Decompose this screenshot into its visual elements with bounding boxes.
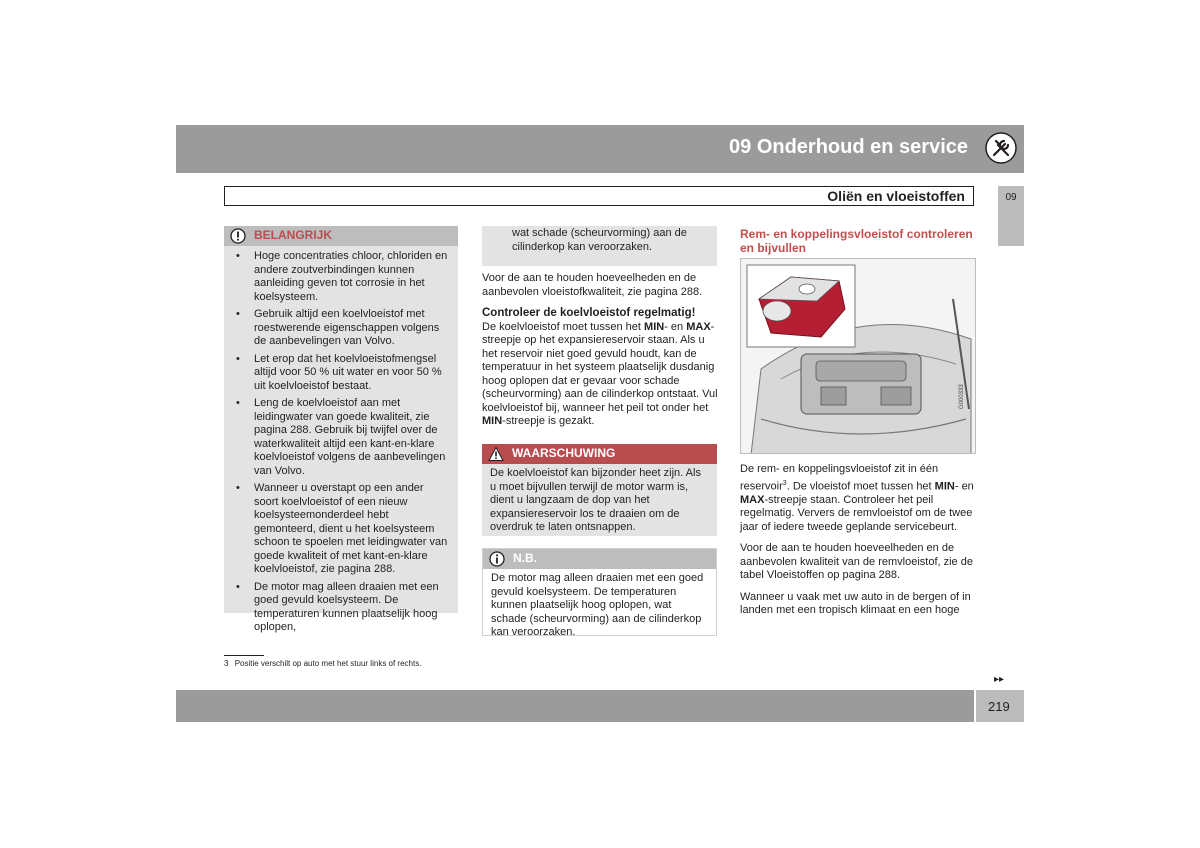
text-run: -streepje is gezakt. xyxy=(502,415,595,427)
warning-header xyxy=(482,444,717,464)
warning-triangle-icon xyxy=(488,446,504,462)
footer-bar xyxy=(176,690,974,722)
text-run: De koelvloeistof moet tussen het xyxy=(482,320,645,333)
warning-text: De koelvloeistof kan bijzonder heet zijn. Als u moet bijvullen terwijl de motor warm is, dient u langzaam de dop van het expansiereservoir los te draaien om de overdruk te laten ontsnappen. xyxy=(490,467,701,533)
mountain-climate-paragraph: Wanneer u vaak met uw auto in de bergen of in landen met een tropisch klimaat en een hoge xyxy=(740,590,971,617)
info-circle-icon xyxy=(489,551,505,567)
chapter-title: 09 Onderhoud en service xyxy=(729,136,968,158)
important-list xyxy=(224,246,458,635)
section-title: Oliën en vloeistoffen xyxy=(827,188,965,204)
chapter-tab-label: 09 xyxy=(1005,192,1017,203)
footnote-rule xyxy=(224,655,264,656)
text-run: -streepje op het expansiereservoir staan. Als u het reservoir niet goed gevuld houdt, kan de temperatuur in het systeem plaatselijk dusdanig hoog oplopen dat er gevaar voor schade (scheurvorming) aan de cilinderkop ontstaat. Vul koelvloeistof bij, wanneer het peil tot onder het xyxy=(482,320,718,414)
brake-quantity-paragraph: Voor de aan te houden hoeveelheden en de aanbevolen kwaliteit van de remvloeistof, zie de tabel Vloeistoffen op pagina 288. xyxy=(740,542,973,582)
list-item: • Hoge concentraties chloor, chloriden en andere zoutverbindingen kunnen aanleiding geven tot corrosie in het koelsysteem. xyxy=(228,250,450,304)
min-mark: MIN xyxy=(644,320,665,333)
note-box xyxy=(482,548,717,636)
continue-arrows-icon: ▸▸ xyxy=(994,674,1005,685)
brake-reservoir-paragraph xyxy=(740,463,978,534)
important-label: BELANGRIJK xyxy=(254,228,333,242)
wrench-screwdriver-icon xyxy=(984,131,1018,165)
text-run: -streepje staan. Controleer het peil regelmatig. Ververs de remvloeistof om de twee jaar of iedere tweede geplande servicebeurt. xyxy=(740,493,973,533)
continued-text: wat schade (scheurvorming) aan de cilinderkop kan veroorzaken. xyxy=(512,227,687,253)
max-mark: MAX xyxy=(740,493,765,506)
coolant-check-heading: Controleer de koelvloeistof regelmatig! xyxy=(482,307,696,319)
warning-label: WAARSCHUWING xyxy=(512,446,616,460)
coolant-level-paragraph xyxy=(482,321,718,429)
footnote-number: 3 xyxy=(224,659,229,668)
footnote-ref: 3 xyxy=(782,479,787,487)
engine-bay-illustration xyxy=(740,258,976,454)
list-item: • De motor mag alleen draaien met een goed gevuld koelsysteem. De temperaturen kunnen plaatselijk hoog oplopen, xyxy=(228,581,450,635)
list-item: • Gebruik altijd een koelvloeistof met roestwerende eigenschappen volgens de aanbevelingen van Volvo. xyxy=(228,308,450,349)
footnote xyxy=(224,659,421,668)
min-mark: MIN xyxy=(934,480,955,493)
warning-box xyxy=(482,444,717,536)
footnote-text: Positie verschilt op auto met het stuur links of rechts. xyxy=(234,659,422,668)
min-mark: MIN xyxy=(482,415,503,427)
note-header xyxy=(483,549,716,569)
chapter-side-tab xyxy=(998,186,1024,246)
section-title-bar xyxy=(224,186,974,206)
note-label: N.B. xyxy=(513,551,537,565)
brake-fluid-title-block xyxy=(740,227,976,255)
brake-fluid-heading: Rem- en koppelingsvloeistof controleren en bijvullen xyxy=(740,227,973,255)
list-item: • Wanneer u overstapt op een ander soort koelvloeistof of een nieuw koelsysteemonderdeel hebt gemonteerd, dient u het koelsysteem schoon te spoelen met leidingwater van goede kwaliteit of met kant-en-klare koelvloeistof, zie pagina 288. xyxy=(228,482,450,577)
continued-important-box xyxy=(482,226,717,266)
figure-code: G000333 xyxy=(959,384,965,409)
exclamation-circle-icon xyxy=(230,228,246,244)
important-box xyxy=(224,226,458,633)
middle-column xyxy=(482,272,718,437)
list-item: • Let erop dat het koelvloeistofmengsel altijd voor 50 % uit water en voor 50 % uit koelvloeistof bestaat. xyxy=(228,353,450,394)
text-run: - en xyxy=(954,480,974,493)
max-mark: MAX xyxy=(686,320,711,333)
text-run: - en xyxy=(664,320,687,333)
quantity-reference-paragraph: Voor de aan te houden hoeveelheden en de aanbevolen vloeistofkwaliteit, zie pagina 288. xyxy=(482,272,703,298)
page-number: 219 xyxy=(988,699,1010,714)
note-text: De motor mag alleen draaien met een goed gevuld koelsysteem. De temperaturen kunnen plaatselijk hoog oplopen, wat schade (scheurvorming) aan de cilinderkop kan veroorzaken. xyxy=(491,572,704,638)
list-item: • Leng de koelvloeistof aan met leidingwater van goede kwaliteit, zie pagina 288. Gebruik bij twijfel over de waterkwaliteit altijd een kant-en-klare koelvloeistof volgens de aanbevelingen van Volvo. xyxy=(228,397,450,478)
right-column xyxy=(740,463,978,626)
important-header xyxy=(224,226,458,246)
text-run: . De vloeistof moet tussen het xyxy=(786,480,935,493)
text-run: De rem- en koppelingsvloeistof zit in één reservoir xyxy=(740,463,939,493)
engine-bay-drawing xyxy=(741,259,976,454)
